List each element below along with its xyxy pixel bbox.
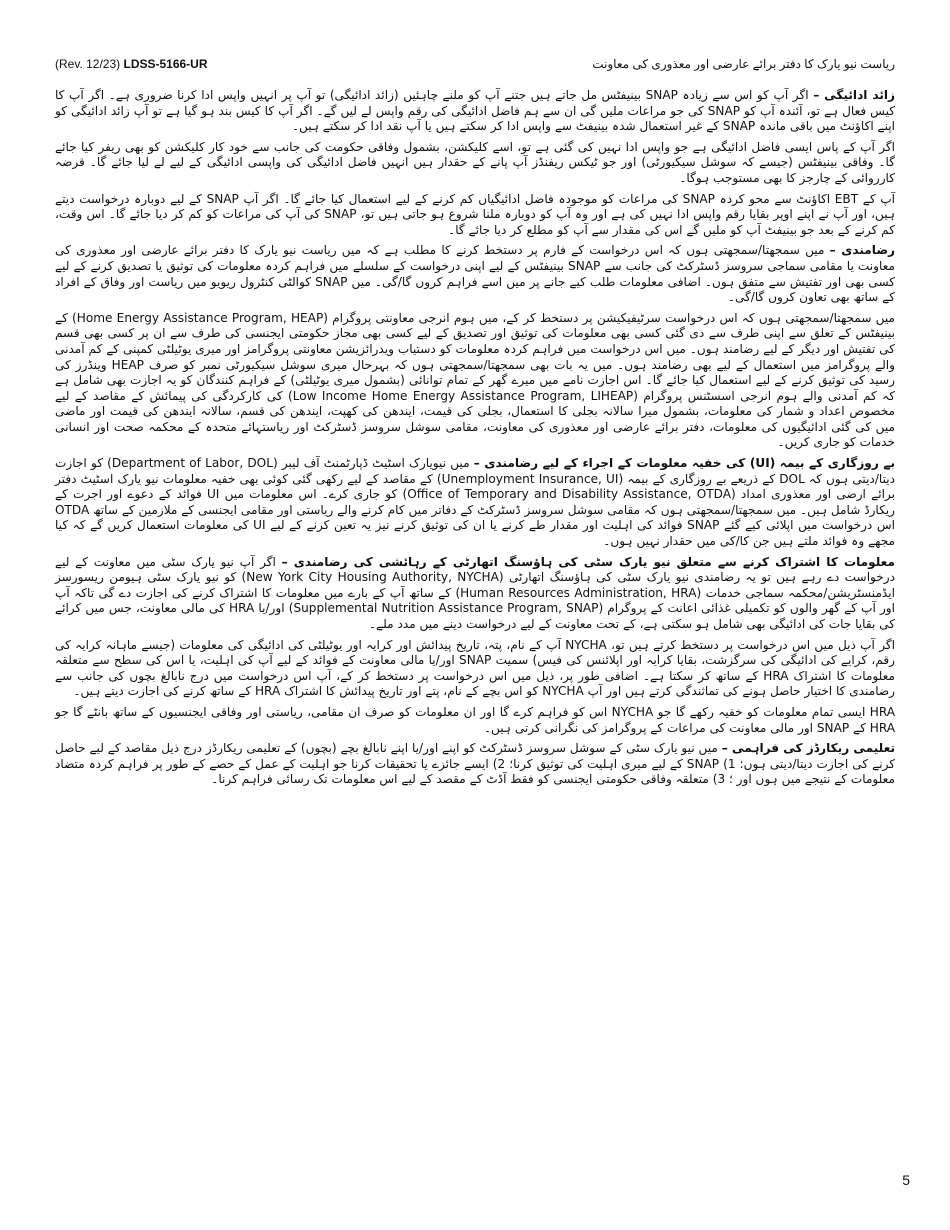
- paragraph-text: میں سمجھتا/سمجھتی ہوں کہ اس درخواست کے فارم پر دستخط کرنے کا مطلب ہے کہ میں ریاست نیو یارک کا دفتر برائے عارضی اور معذوری کی معاونت یا مقامی سماجی سروسز ڈسٹرکٹ کی جانب سے SNAP بینیفٹس کے لیے اپنی درخواست کے سلسلے میں فراہم کردہ معلومات کی توثیق یا تصدیق کرنے کے لیے کسی بھی اور تفتیش سے متفق ہوں۔ اضافی معلومات طلب کیے جانے پر میں اسے فراہم کروں گا/گی۔ میں SNAP کوالٹی کنٹرول ریویو میں ریاست اور وفاق کے افراد کے ساتھ بھی تعاون کروں گا/گی۔: [55, 243, 895, 305]
- paragraph-heap: [55, 311, 895, 451]
- paragraph-hra-confidential: [55, 705, 895, 736]
- form-id: LDSS-5166-UR: [123, 57, 208, 71]
- paragraph-consent: [55, 243, 895, 305]
- paragraph-text: اگر آپ نیو یارک سٹی میں معاونت کے لیے درخواست دے رہے ہیں تو یہ رضامندی نیو یارک سٹی کی ہاؤسنگ اتھارٹی (New York City Housing Authority, NYCHA) کو نیو یارک سٹی ہیومن ریسورسز ایڈمنسٹریشن/محکمہ سماجی خدمات (Human Resources Administration, HRA) کے ساتھ آپ کے بارے میں معلومات کا اشتراک کرنے کی اجازت دے گی تاکہ آپ اور آپ کے گھر والوں کو تکمیلی غذائی اعانت کے پروگرام (Supplemental Nutrition Assistance Program, SNAP) اور/یا HRA کی مالی معاونت، جس میں کرائے کی بقایا جات کی ادائیگی بھی شامل ہو سکتی ہے، کے تحت معاونت کے لیے درخواست دینے میں مدد ملے۔: [55, 554, 896, 631]
- section-heading: زائد ادائیگی –: [813, 88, 895, 102]
- paragraph-text: اگر آپ کے پاس ایسی فاضل ادائیگی ہے جو واپس ادا نہیں کی گئی ہے تو، اسے کلیکشن، بشمول وفاقی حکومت کی جانب سے خود کار کلیکشن کو بھی ریفر کیا جائے گا۔ وفاقی بینیفٹس (جیسے کہ سوشل سیکیورٹی) اور جو ٹیکس ریفنڈز آپ پانے کے حقدار ہیں انہیں فاضل ادائیگی کی واپسی ادائیگی کے لیے لے لیا جائے گا۔ قرضہ کارروائی کے چارجز کا بھی مستوجب ہوگا۔: [55, 139, 895, 185]
- section-heading: رضامندی –: [829, 243, 895, 258]
- page-header: [55, 55, 895, 73]
- form-revision: (Rev. 12/23): [55, 57, 121, 71]
- paragraph-ebt-expunged: [55, 192, 895, 239]
- paragraph-nycha-consent: [55, 555, 895, 633]
- paragraph-overpayment: [55, 88, 895, 135]
- paragraph-education-records: [55, 741, 895, 788]
- paragraph-text: میں نیویارک اسٹیٹ ڈپارٹمنٹ آف لیبر (Department of Labor, DOL) کو اجازت دیتا/دیتی ہوں کہ DOL کے ذریعے بے روزگاری کے بیمہ (Unemployment Insurance, UI) کے مقاصد کے لیے رکھی گئی کوئی بھی خفیہ معلومات نیو یارک اسٹیٹ دفتر برائے ارضی اور معذوری امداد (Office of Temporary and Disability Assistance, OTDA) کو جاری کرے۔ اس معلومات میں UI فوائد کے دعوے اور اجرت کے ریکارڈ شامل ہیں۔ میں سمجھتا/سمجھتی ہوں کہ مقامی سوشل سروسز ڈسٹرکٹ کے دفاتر میں کام کرنے والے ریاستی اور مقامی ایجنسی کے ملازمین کے ساتھ OTDA اس درخواست میں اپلائی کیے گئے SNAP فوائد کی اہلیت اور مقدار طے کرنے یا ان کی توثیق کرنے نیز یہ تعین کرنے کے لیے UI کی معلومات استعمال کریں گے کہ کیا مجھے وہ فوائد ملتے ہیں جن کا/کی میں حقدار نہیں ہوں۔: [55, 456, 895, 549]
- agency-name: ریاست نیو یارک کا دفتر برائے عارضی اور معذوری کی معاونت: [592, 57, 895, 71]
- paragraph-text: میں سمجھتا/سمجھتی ہوں کہ اس درخواست سرٹیفیکیشن پر دستخط کر کے، میں ہوم انرجی معاونتی پروگرام (Home Energy Assistance Program, HEAP) کے بینیفٹس کے تعلق سے اپنی طرف سے دی گئی کسی بھی معلومات کی توثیق اور تصدیق کے لیے کسی بھی مجاز حکومتی ایجنسی کی طرف سے ان پر کسی بھی قسم کی تفتیش اور دیگر کے لیے رضامند ہوں۔ میں اس درخواست میں فراہم کردہ معلومات کو دستیاب ویدرائزیشن معاونتی پروگرامز اور میری یوٹیلٹی کمپنی کے کم آمدنی والے پروگرامز میں استعمال کے لیے بھی رضامند ہوں۔ میں یہ بات بھی سمجھتا/سمجھتی ہوں کہ بہرحال میری سوشل سیکیورٹی نمبر کو صرف HEAP وینڈرز کی رسید کی توثیق کرنے کے لیے استعمال کیا جائے گا۔ اس اجازت نامے میں میرے گھر کے تمام توانائی (بشمول میری یوٹیلٹی) کے فراہم کنندگان کو یہ اجازت بھی شامل ہے کہ کم آمدنی والے ہوم انرجی اسسٹنس پروگرام (Low Income Home Energy Assistance Program, LIHEAP) کی کارکردگی کی پیمائش کے مقاصد کے لیے مخصوص اعداد و شمار کی معلومات، بشمول میرا سالانہ بجلی کا استعمال، بجلی کی قیمت، ایندھن کی کھپت، ایندھن کی قسم، سالانہ ایندھن کی قیمت اور ماضی میں کی گئی ادائیگیوں کی معلومات، دفتر برائے عارضی اور معذوری کی معاونت، مقامی سوشل سروسز ڈسٹرکٹ اور ریاستہائے متحدہ کے محکمہ صحت اور انسانی خدمات کو جاری کریں۔: [55, 310, 895, 450]
- paragraph-collection: [55, 140, 895, 187]
- paragraph-text: آپ کے EBT اکاؤنٹ سے محو کردہ SNAP کی مراعات کو موجودہ فاضل ادائیگیاں کم کرنے کے لیے استعمال کیا جائے گا۔ اگر آپ SNAP کے لیے دوبارہ درخواست دیتے ہیں، اور آپ نے اپنے اوپر بقایا رقم واپس ادا نہیں کی ہے اور وہ آپ کو دوبارہ ملنا شروع ہو جاتی ہیں تو، SNAP کی آپ کی مراعات کو کم کر دیا جائے گا۔ اس وقت، کم کرنے کے بعد جو بینیفٹ آپ کو ملیں گے اس کی مقدار سے آپ کو مطلع کر دیا جائے گا۔: [55, 191, 896, 237]
- page-number: 5: [902, 1172, 910, 1188]
- paragraph-text: اگر آپ کو اس سے زیادہ SNAP بینیفٹس مل جاتے ہیں جتنے آپ کو ملنے چاہئیں (زائد ادائیگی) تو آپ پر انہیں واپس ادا کرنا ضروری ہے۔ اگر آپ کا کیس فعال ہے تو، آئندہ آپ کو SNAP کی جو مراعات ملیں گی ان سے ہم فاضل ادائیگی کی رقم واپس لے لیں گے۔ اگر آپ کا کیس بند ہو گیا ہے تو آپ زائد ادائیگی کو اپنے اکاؤنٹ میں باقی ماندہ SNAP کے غیر استعمال شدہ بینیفٹ سے واپس ادا کر سکتے ہیں یا آپ نقد ادا کر سکتے ہیں۔: [55, 88, 895, 134]
- section-heading: تعلیمی ریکارڈز کی فراہمی –: [721, 741, 895, 756]
- document-body: [55, 88, 895, 793]
- section-heading: معلومات کا اشتراک کرنے سے متعلق نیو یارک سٹی کی ہاؤسنگ اتھارٹی کے رہائشی کی رضامندی –: [281, 554, 895, 569]
- form-code: [55, 57, 208, 71]
- paragraph-text: HRA ایسی تمام معلومات کو خفیہ رکھے گا جو NYCHA اس کو فراہم کرے گا اور ان معلومات کو صرف ان مقامی، ریاستی اور وفاقی ایجنسیوں کے ساتھ بانٹے گا جو HRA کے SNAP اور مالی معاونت کی مراعات کے پروگرامز کی نگرانی کرتی ہیں۔: [55, 704, 896, 735]
- paragraph-ui-consent: [55, 456, 895, 550]
- paragraph-text: اگر آپ ذیل میں اس درخواست پر دستخط کرتے ہیں تو، NYCHA آپ کے نام، پتہ، تاریخ پیدائش اور کرایہ اور یوٹیلٹی کی ادائیگی کی معلومات (جیسے ماہانہ کرایہ کی رقم، کرایے کی ادائیگی کی سرگزشت، بقایا کرایہ اور اپلائنس کی فیس) سمیت SNAP اور/یا مالی معاونت کے فوائد کے لیے آپ کی اہلیت، یا اس کی سطح سے متعلقہ معلومات کا اشتراک HRA کے ساتھ کر سکتا ہے۔ اضافی طور پر، ذیل میں اس درخواست پر دستخط کر کے، آپ اس درخواست میں درج نابالغ بچوں کی جانب سے رضامندی کا اختیار حاصل ہونے کی تماثندگی کرتے ہیں اور آپ NYCHA کو اس بچے کے نام، پتے اور تاریخ پیدائش کا اشتراک HRA کے ساتھ کرنے کی اجازت دیتے ہیں۔: [55, 637, 895, 699]
- section-heading: بے روزگاری کے بیمہ (UI) کی خفیہ معلومات کے اجراء کے لیے رضامندی –: [473, 456, 895, 471]
- paragraph-text: میں نیو یارک سٹی کے سوشل سروسز ڈسٹرکٹ کو اپنے اور/یا اپنے نابالغ بچے (بچوں) کے تعلیمی ریکارڈز درج ذیل مقاصد کے لیے حاصل کرنے کی اجازت دیتا/دیتی ہوں: 1) SNAP کے لیے میری اہلیت کی توثیق کرنا؛ 2) ایسے جائزے یا تحقیقات کرنا جو اہلیت کے عمل کے حصے کے طور پر فراہم کردہ متضاد معلومات کے نتیجے میں ہوں اور ؛ 3) متعلقہ وفاقی حکومتی ایجنسی کو فقط آڈٹ کے مقصد کے لیے اس معلومات تک رسائی فراہم کرنا۔: [55, 741, 896, 787]
- paragraph-nycha-sign: [55, 638, 895, 700]
